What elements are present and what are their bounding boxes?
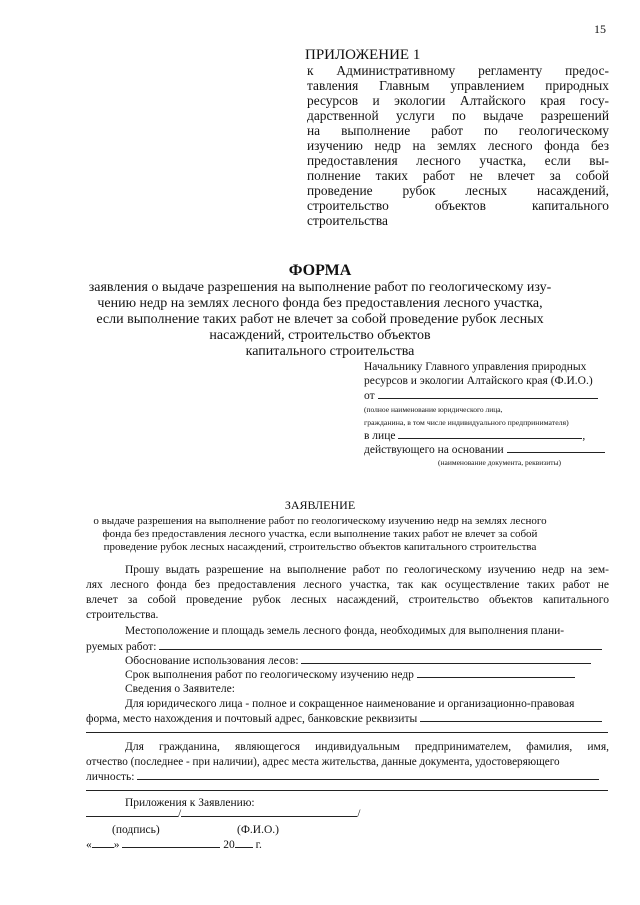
appendix-line: полнение таких работ не влечет за собой [307, 168, 609, 183]
statement-subtitle-line: фонда без предоставления лесного участка, если выполнение таких работ не влечет за собой [102, 528, 538, 540]
appendix-line: проведение рубок лесных насаждений, [307, 183, 609, 198]
signature-separator: / [357, 808, 361, 820]
legal-label-end: форма, место нахождения и почтовый адрес, банковские реквизиты [86, 713, 418, 725]
from-blank[interactable] [378, 388, 598, 399]
legal-label: Для юридического лица - полное и сокращенное наименование и организационно-правовая [125, 698, 575, 710]
legal-field[interactable] [86, 711, 609, 727]
day-blank[interactable] [92, 837, 114, 848]
appendix-title: ПРИЛОЖЕНИЕ 1 [305, 47, 421, 63]
person-label: в лице [364, 430, 396, 442]
date-close-quote: » [113, 839, 120, 851]
paragraph-line: лях лесного фонда без предоставления лесного участка, так как осуществление таких работ не [86, 579, 609, 591]
year-prefix: 20 [223, 839, 235, 851]
month-blank[interactable] [122, 837, 220, 848]
basis-blank[interactable] [507, 442, 605, 453]
addressee-line: ресурсов и экологии Алтайского края (Ф.И.О.) [364, 375, 593, 387]
appendix-line: строительство объектов капитального [307, 198, 609, 213]
citizen-label-end: личность: [86, 771, 135, 783]
form-title-line: заявления о выдаче разрешения на выполнение работ по геологическому изу- [88, 280, 552, 295]
form-heading: ФОРМА [288, 262, 352, 279]
from-hint: гражданина, в том числе индивидуального предпринимателя) [364, 418, 569, 427]
location-label: Местоположение и площадь земель лесного фонда, необходимых для выполнения плани- [125, 625, 565, 637]
legal-blank-line[interactable] [86, 732, 608, 733]
basis-hint: (наименование документа, реквизиты) [438, 458, 562, 467]
page-number: 15 [594, 22, 606, 36]
addressee-line: Начальнику Главного управления природных [364, 361, 587, 373]
appendix-line: изучению недр на землях лесного фонда без [307, 138, 609, 153]
person-blank[interactable] [398, 428, 582, 439]
term-blank[interactable] [417, 667, 575, 678]
signature-blank[interactable] [86, 806, 178, 817]
justification-blank[interactable] [301, 653, 591, 664]
appendix-line: к Административному регламенту предос- [307, 63, 609, 78]
term-label: Срок выполнения работ по геологическому изучению недр [125, 669, 414, 681]
paragraph-line: влечет за собой проведение рубок лесных насаждений, строительство объектов капитального [86, 594, 609, 606]
name-blank[interactable] [181, 806, 357, 817]
appendix-line: предоставления лесного участка, если вы- [307, 153, 609, 168]
signature-separator: / [178, 808, 182, 820]
form-title-line: насаждений, строительство объектов [209, 328, 431, 343]
person-field[interactable] [364, 428, 585, 443]
citizen-field[interactable] [86, 769, 609, 785]
appendix-line: строительства [307, 213, 388, 228]
applicant-label: Сведения о Заявителе: [125, 683, 235, 695]
from-field[interactable] [364, 388, 598, 403]
statement-subtitle-line: о выдаче разрешения на выполнение работ по геологическому изучению недр на землях лесного [93, 515, 547, 527]
location-blank[interactable] [159, 639, 602, 650]
basis-field[interactable] [364, 442, 605, 457]
appendix-line: на выполнение работ по геологическому [307, 123, 609, 138]
date-field[interactable] [86, 837, 609, 853]
name-hint: (Ф.И.О.) [237, 824, 279, 836]
statement-subtitle-line: проведение рубок лесных насаждений, строительство объектов капитального строительства [103, 541, 537, 553]
form-title-line: если выполнение таких работ не влечет за собой проведение рубок лесных [96, 312, 544, 327]
from-label: от [364, 390, 375, 402]
citizen-blank[interactable] [137, 769, 599, 780]
legal-blank[interactable] [420, 711, 602, 722]
date-open-quote: « [86, 839, 92, 851]
signature-hint: (подпись) [112, 824, 160, 836]
attachments-label: Приложения к Заявлению: [125, 797, 255, 809]
statement-heading: ЗАЯВЛЕНИЕ [284, 498, 356, 512]
year-blank[interactable] [235, 837, 253, 848]
from-hint: (полное наименование юридического лица, [364, 405, 503, 414]
signature-row[interactable] [86, 806, 609, 822]
person-comma: , [582, 430, 586, 442]
basis-label: действующего на основании [364, 444, 504, 456]
form-title-line: чению недр на землях лесного фонда без предоставления лесного участка, [97, 296, 543, 311]
paragraph-line: Прошу выдать разрешение на выполнение работ по геологическому изучению недр на зем- [125, 564, 609, 576]
citizen-label: отчество (последнее - при наличии), адрес места жительства, данные документа, удостоверяющего [86, 756, 560, 768]
appendix-line: ресурсов и экологии Алтайского края госу- [307, 93, 609, 108]
term-field[interactable] [125, 667, 609, 683]
paragraph-line: строительства. [86, 609, 159, 621]
location-label-end: руемых работ: [86, 641, 157, 653]
citizen-label: Для гражданина, являющегося индивидуальным предпринимателем, фамилия, имя, [125, 741, 609, 753]
form-title-line: капитального строительства [245, 344, 415, 359]
appendix-line: тавления Главным управлением природных [307, 78, 609, 93]
citizen-blank-line[interactable] [86, 790, 608, 791]
year-suffix: г. [255, 839, 262, 851]
justification-label: Обоснование использования лесов: [125, 655, 299, 667]
appendix-line: дарственной услуги по выдаче разрешений [307, 108, 609, 123]
